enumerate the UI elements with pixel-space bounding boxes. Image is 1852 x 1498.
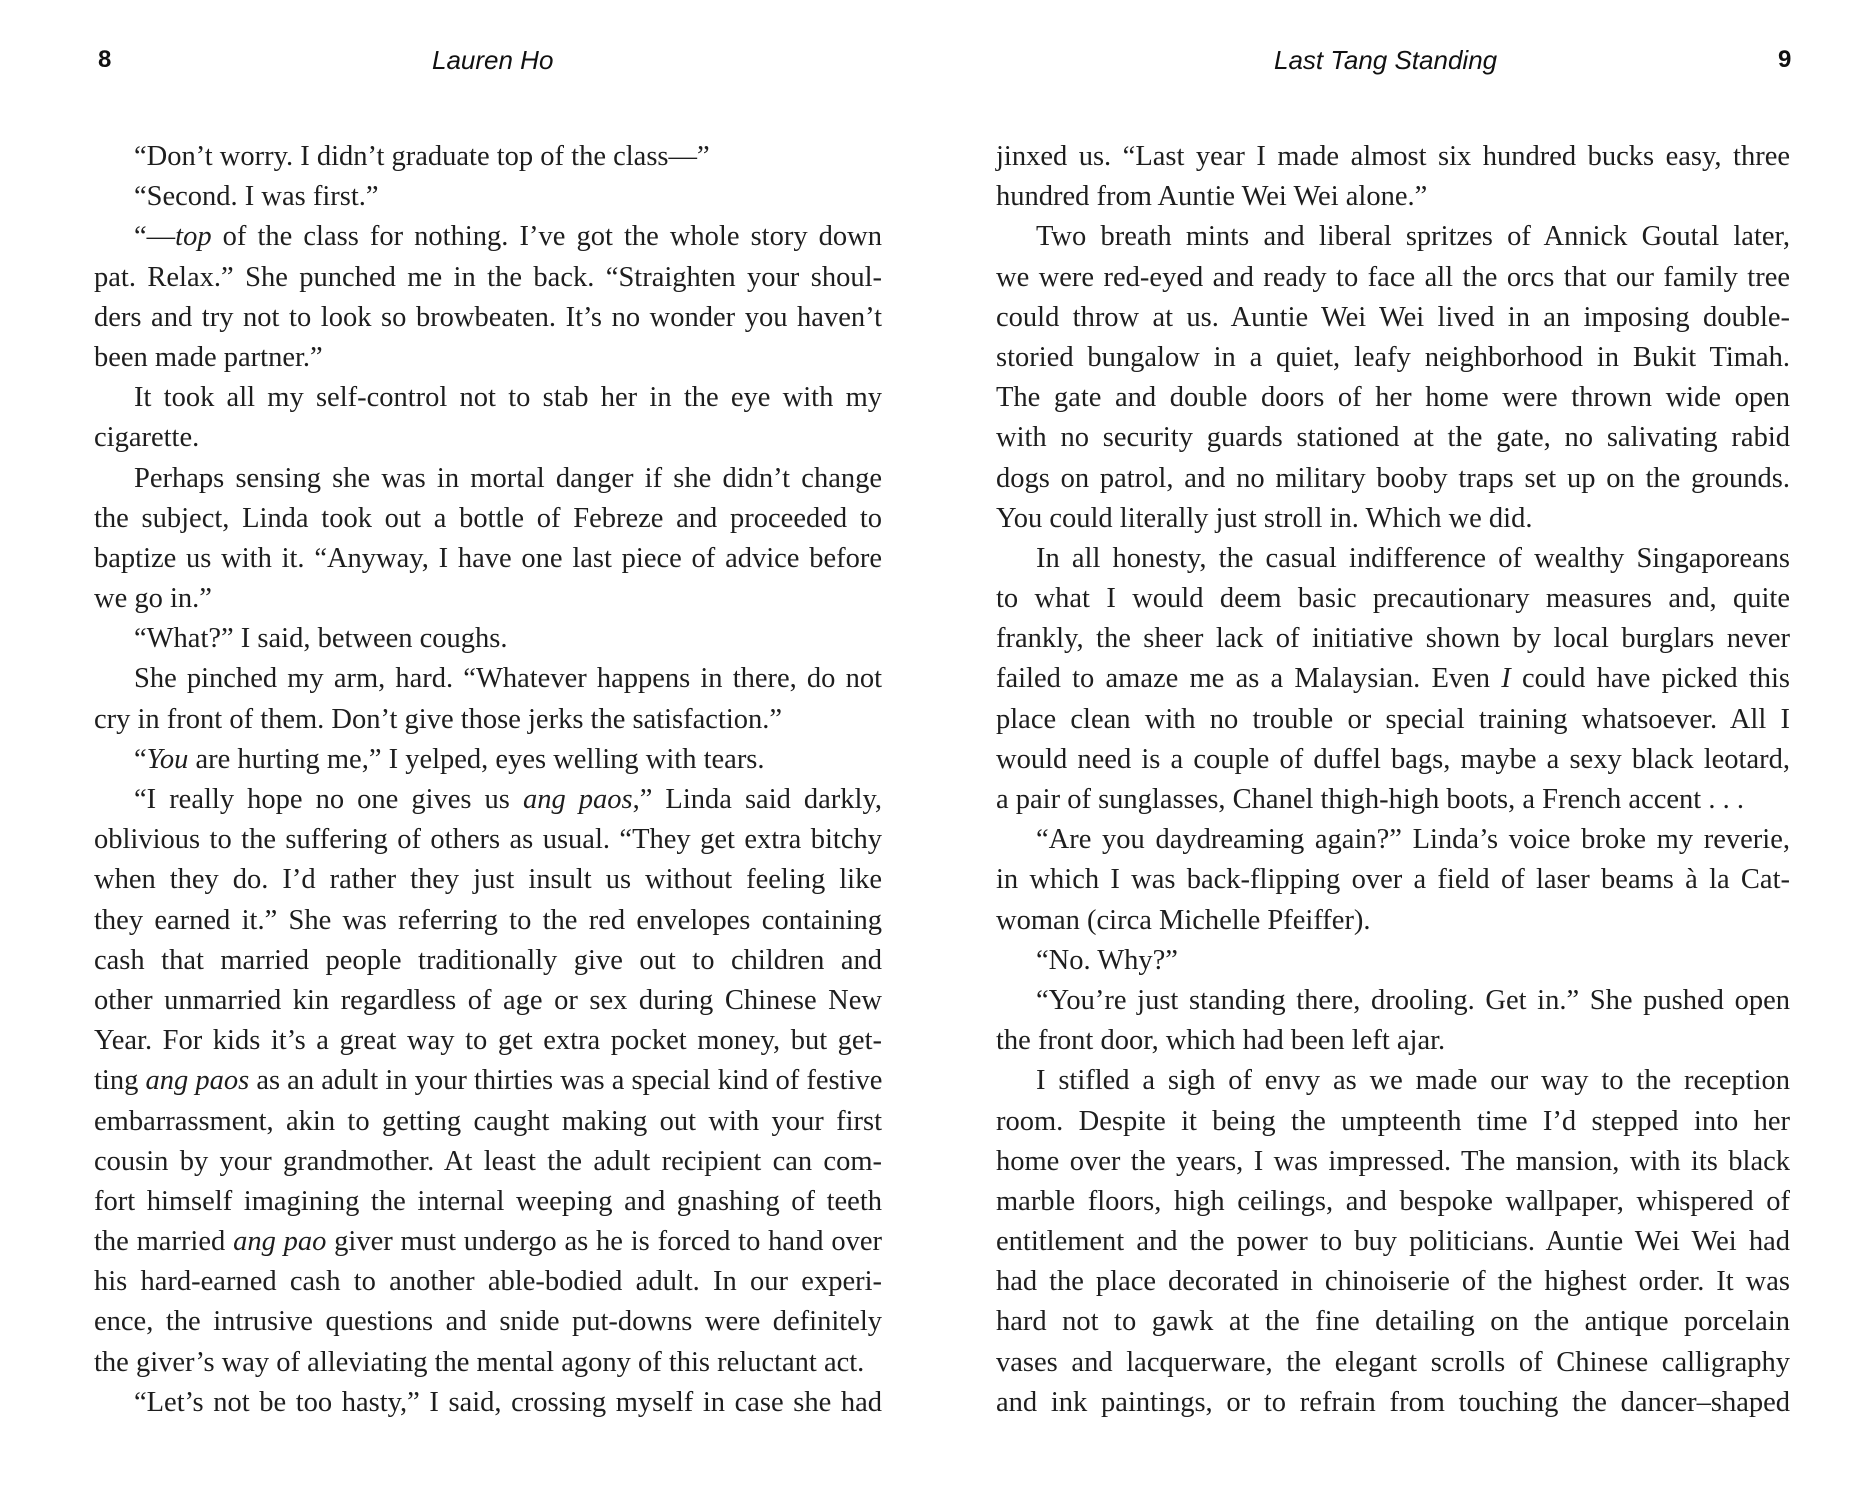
right-page-text <box>996 137 1790 1423</box>
text-line: ders and try not to look so browbeaten. It’s no wonder you haven’t <box>94 301 882 333</box>
text-line: the giver’s way of alleviating the mental agony of this reluctant act. <box>94 1346 865 1378</box>
text-line: with no security guards stationed at the gate, no salivating rabid <box>996 422 1790 454</box>
right-page <box>926 0 1852 1498</box>
text-line: fort himself imagining the internal weeping and gnashing of teeth <box>94 1185 882 1217</box>
text-line: would need is a couple of duffel bags, maybe a sexy black leotard, <box>996 743 1790 775</box>
text-line: cousin by your grandmother. At least the adult recipient can com- <box>94 1145 882 1177</box>
text-line: cash that married people traditionally give out to children and <box>94 944 882 976</box>
text-line: Year. For kids it’s a great way to get extra pocket money, but get- <box>94 1025 882 1057</box>
text-line: storied bungalow in a quiet, leafy neighborhood in Bukit Timah. <box>996 341 1790 373</box>
text-line: could throw at us. Auntie Wei Wei lived in an imposing double- <box>996 301 1790 333</box>
text-line: marble floors, high ceilings, and bespoke wallpaper, whispered of <box>996 1185 1790 1217</box>
text-line <box>94 217 882 257</box>
text-segment: failed to amaze me as a Malaysian. Even <box>996 663 1502 695</box>
text-line: a pair of sunglasses, Chanel thigh-high boots, a French accent . . . <box>996 784 1744 815</box>
text-line: “No. Why?” <box>1036 944 1178 976</box>
text-segment: “ <box>134 743 147 775</box>
italic-segment: top <box>175 221 212 253</box>
text-line: vases and lacquerware, the elegant scrolls of Chinese calligraphy <box>996 1346 1790 1378</box>
text-segment: “— <box>134 221 176 253</box>
text-line <box>94 1222 882 1262</box>
text-line: I stifled a sigh of envy as we made our way to the reception <box>1036 1065 1790 1097</box>
italic-segment: ang pao <box>233 1226 327 1258</box>
text-line: when they do. I’d rather they just insult us without feeling like <box>94 864 882 896</box>
text-line: “Don’t worry. I didn’t graduate top of the class—” <box>134 141 710 172</box>
text-line: dogs on patrol, and no military booby traps set up on the grounds. <box>996 462 1790 494</box>
text-line: hundred from Auntie Wei Wei alone.” <box>996 181 1428 213</box>
text-line: the subject, Linda took out a bottle of Febreze and proceeded to <box>94 502 882 534</box>
text-line: It took all my self-control not to stab her in the eye with my <box>134 382 882 414</box>
text-line: “You’re just standing there, drooling. Get in.” She pushed open <box>1036 984 1790 1016</box>
text-segment: could have picked this <box>1510 663 1790 695</box>
running-head-title: Last Tang Standing <box>1274 45 1498 75</box>
text-line: “Are you daydreaming again?” Linda’s voice broke my reverie, <box>1036 824 1790 856</box>
text-line: cigarette. <box>94 422 200 454</box>
text-line: room. Despite it being the umpteenth time I’d stepped into her <box>996 1105 1790 1137</box>
text-line: cry in front of them. Don’t give those jerks the satisfaction.” <box>94 703 783 735</box>
text-line: “What?” I said, between coughs. <box>134 623 508 655</box>
text-line: hard not to gawk at the fine detailing on the antique porcelain <box>996 1306 1790 1338</box>
italic-segment: I <box>1501 663 1511 695</box>
text-line: in which I was back-flipping over a field of laser beams à la Cat- <box>996 864 1790 896</box>
text-line: ence, the intrusive questions and snide put-downs were definitely <box>94 1306 882 1338</box>
page-number-right: 9 <box>1778 46 1792 73</box>
text-segment: as an adult in your thirties was a special kind of festive <box>249 1065 883 1097</box>
running-head-author: Lauren Ho <box>432 45 554 75</box>
text-line: the front door, which had been left ajar. <box>996 1025 1446 1057</box>
text-line <box>996 659 1790 699</box>
text-line <box>94 1061 882 1101</box>
text-line: frankly, the sheer lack of initiative shown by local burglars never <box>996 623 1790 655</box>
text-line: jinxed us. “Last year I made almost six hundred bucks easy, three <box>996 141 1790 172</box>
text-segment: ting <box>94 1065 146 1097</box>
text-line: place clean with no trouble or special training whatsoever. All I <box>996 703 1790 735</box>
text-segment: the married <box>94 1226 234 1258</box>
text-line: She pinched my arm, hard. “Whatever happens in there, do not <box>134 663 882 695</box>
text-line: The gate and double doors of her home were thrown wide open <box>996 382 1790 414</box>
text-line: In all honesty, the casual indifference of wealthy Singaporeans <box>1036 542 1790 574</box>
text-line: “Second. I was first.” <box>134 181 379 213</box>
text-line: had the place decorated in chinoiserie of the highest order. It was <box>996 1266 1790 1298</box>
text-line: his hard-earned cash to another able-bodied adult. In our experi- <box>94 1266 882 1298</box>
text-line: entitlement and the power to buy politicians. Auntie Wei Wei had <box>996 1226 1790 1258</box>
page-number-left: 8 <box>98 46 112 73</box>
text-segment: ,” Linda said darkly, <box>632 784 882 815</box>
text-line <box>94 780 882 820</box>
text-segment: giver must undergo as he is forced to hand over <box>326 1226 882 1258</box>
text-line: we go in.” <box>94 583 212 615</box>
text-line <box>94 740 882 780</box>
text-line: woman (circa Michelle Pfeiffer). <box>996 904 1371 936</box>
text-line: and ink paintings, or to refrain from touching the dancer–shaped <box>996 1386 1790 1418</box>
text-line: embarrassment, akin to getting caught making out with your first <box>94 1105 882 1137</box>
text-line: other unmarried kin regardless of age or sex during Chinese New <box>94 984 882 1016</box>
text-line: Two breath mints and liberal spritzes of Annick Goutal later, <box>1036 221 1790 253</box>
text-line: pat. Relax.” She punched me in the back. “Straighten your shoul- <box>94 261 882 293</box>
italic-segment: You <box>146 743 189 775</box>
italic-segment: ang paos <box>522 784 633 815</box>
text-line: been made partner.” <box>94 341 323 373</box>
text-line: oblivious to the suffering of others as usual. “They get extra bitchy <box>94 824 882 856</box>
text-line: You could literally just stroll in. Which we did. <box>996 502 1533 534</box>
text-segment: are hurting me,” I yelped, eyes welling with tears. <box>188 743 765 775</box>
text-segment: “I really hope no one gives us <box>134 784 523 815</box>
text-line: “Let’s not be too hasty,” I said, crossing myself in case she had <box>134 1386 882 1418</box>
text-line: to what I would deem basic precautionary measures and, quite <box>996 583 1790 615</box>
italic-segment: ang paos <box>145 1065 250 1097</box>
text-line: home over the years, I was impressed. The mansion, with its black <box>996 1145 1790 1177</box>
text-line: baptize us with it. “Anyway, I have one last piece of advice before <box>94 542 882 574</box>
text-line: Perhaps sensing she was in mortal danger if she didn’t change <box>134 462 882 494</box>
text-line: they earned it.” She was referring to the red envelopes containing <box>94 904 882 936</box>
text-line: we were red-eyed and ready to face all the orcs that our family tree <box>996 261 1790 293</box>
left-page-text <box>94 137 882 1423</box>
text-segment: of the class for nothing. I’ve got the whole story down <box>211 221 882 253</box>
